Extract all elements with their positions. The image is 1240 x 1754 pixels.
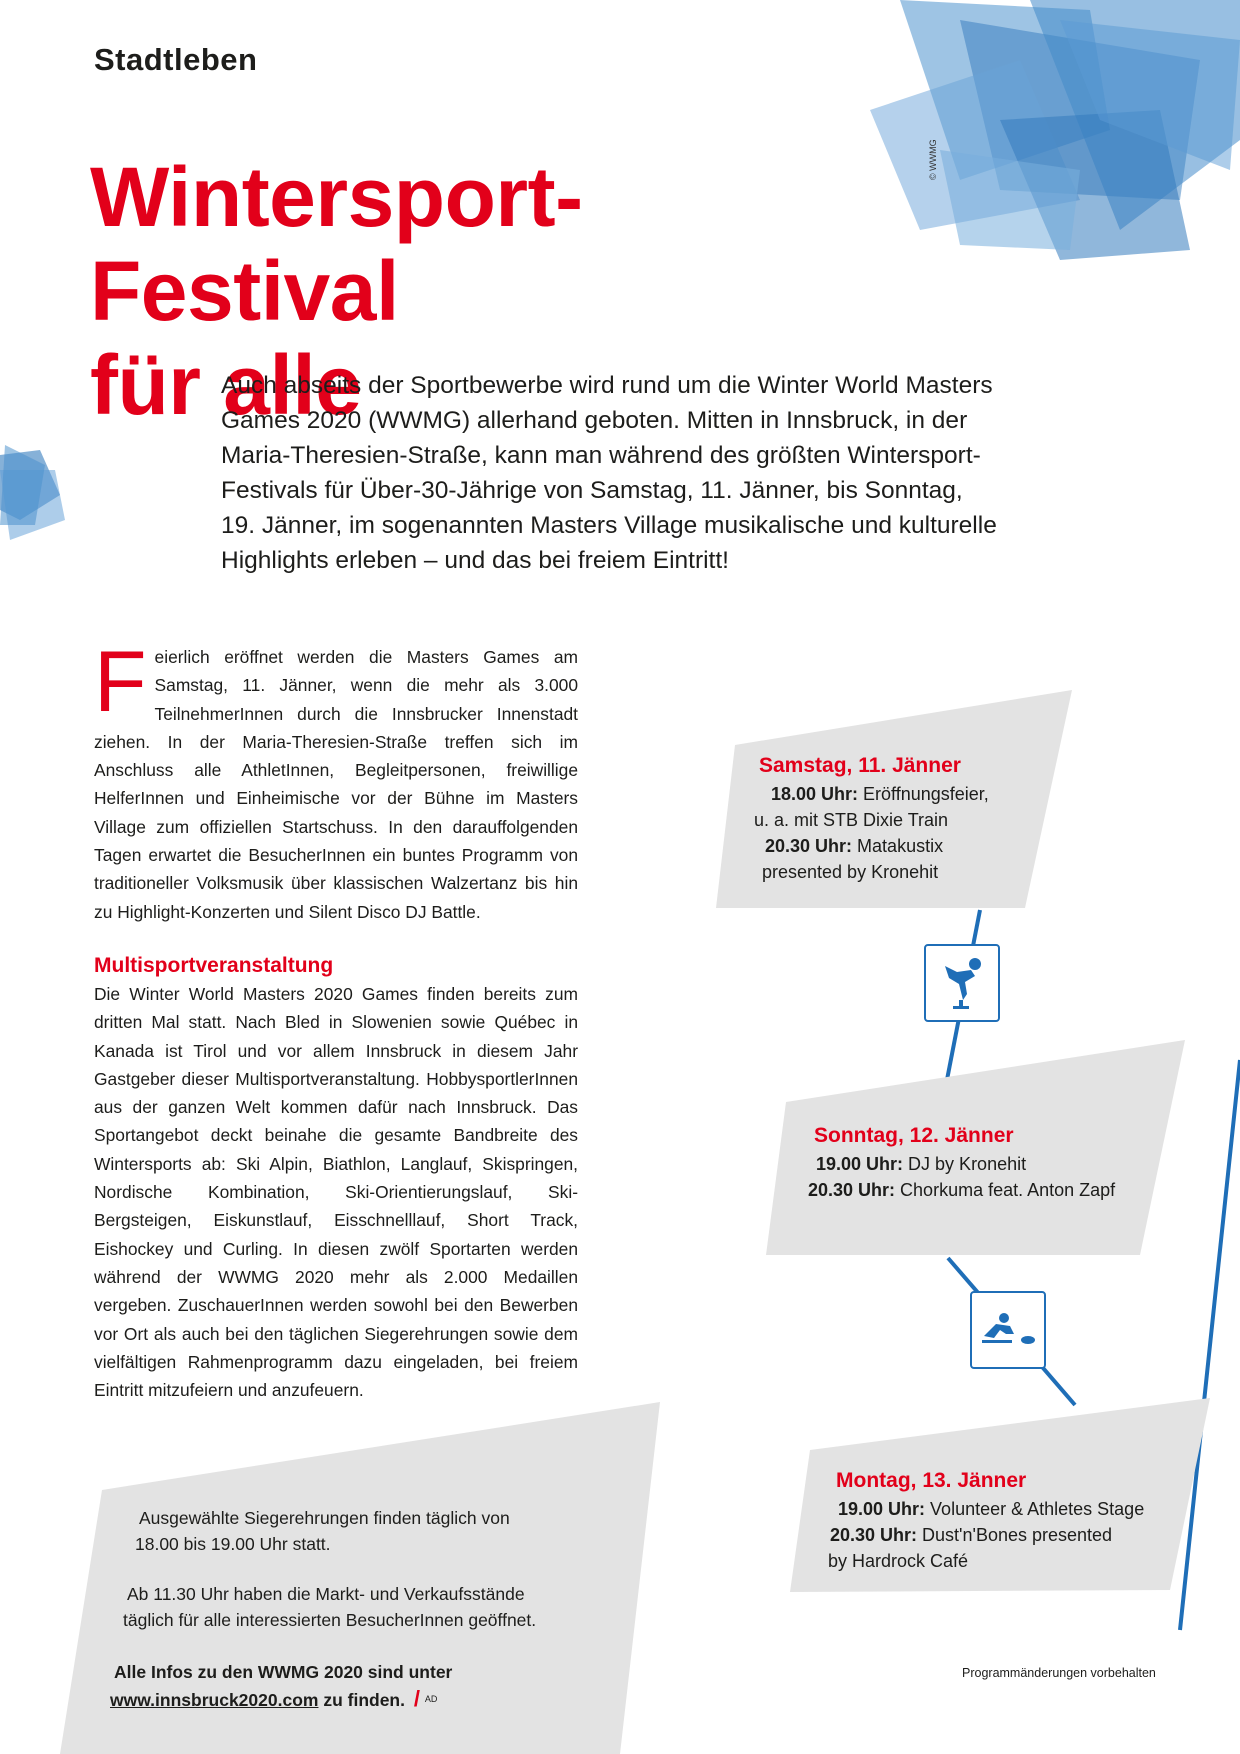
event-card-sunday (808, 1123, 1116, 1203)
top-star-decoration (870, 0, 1240, 260)
left-star-decoration (0, 445, 65, 540)
drop-cap: F (94, 634, 147, 730)
event-line: 20.30 Uhr: Chorkuma feat. Anton Zapf (808, 1180, 1116, 1200)
event-line: 19.00 Uhr: DJ by Kronehit (816, 1154, 1027, 1174)
footer-info-line: Alle Infos zu den WWMG 2020 sind unter (114, 1662, 453, 1682)
footer-line-3: Ab 11.30 Uhr haben die Markt- und Verkaufsstände (127, 1584, 525, 1604)
intro-line: Auch abseits der Sportbewerbe wird rund um die Winter World Masters (221, 372, 993, 399)
subheading: Multisportveranstaltung (94, 953, 334, 977)
intro-paragraph (221, 368, 1021, 578)
intro-line: Highlights erleben – und das bei freiem Eintritt! (221, 547, 729, 574)
figure-skating-icon (924, 944, 1000, 1022)
title-line-1: Wintersport-Festival (90, 150, 583, 338)
intro-line: 19. Jänner, im sogenannten Masters Village musikalische und kulturelle (221, 512, 997, 539)
event-line: 20.30 Uhr: Dust'n'Bones presented (830, 1525, 1113, 1545)
event-day: Samstag, 11. Jänner (759, 754, 961, 777)
event-line: 18.00 Uhr: Eröffnungsfeier, (771, 784, 989, 804)
program-note: Programmänderungen vorbehalten (962, 1666, 1156, 1680)
event-line: presented by Kronehit (762, 862, 939, 882)
paragraph-1 (94, 634, 578, 926)
curling-icon (970, 1291, 1046, 1369)
photo-credit: © WWMG (928, 139, 938, 180)
event-line: u. a. mit STB Dixie Train (754, 810, 949, 830)
paragraph-1-text: eierlich eröffnet werden die Masters Games am Samstag, 11. Jänner, wenn die mehr als 3.000 TeilnehmerInnen durch die Innsbrucker Innenstadt ziehen. In der Maria-Theresien-Straße treffen sich im Anschluss alle AthletInnen, Begleitpersonen, freiwillige HelferInnen und Einheimische vor der Bühne im Masters Village zum offiziellen Startschuss. In den darauffolgenden Tagen erwartet die BesucherInnen ein buntes Programm von traditioneller Volksmusik über klassischen Walzertanz bis hin zu Highlight-Konzerten und Silent Disco DJ Battle. (94, 647, 578, 922)
ad-marker: AD (424, 1694, 438, 1704)
footer-line-2: 18.00 bis 19.00 Uhr statt. (135, 1534, 331, 1554)
title-line-2: für alle (90, 338, 362, 432)
article-body (94, 634, 578, 1404)
event-line: 19.00 Uhr: Volunteer & Athletes Stage (838, 1499, 1145, 1519)
intro-line: Games 2020 (WWMG) allerhand geboten. Mitten in Innsbruck, in der (221, 407, 968, 434)
footer-info-link-line: www.innsbruck2020.com zu finden. / $^{AD}$ (110, 1686, 438, 1711)
intro-line: Festivals für Über-30-Jährige von Samstag, 11. Jänner, bis Sonntag, (221, 477, 963, 504)
paragraph-2: Die Winter World Masters 2020 Games finden bereits zum dritten Mal statt. Nach Bled in Slowenien sowie Québec in Kanada ist Tirol und vor allem Innsbruck in diesem Jahr Gastgeber dieser Multisportveranstaltung. HobbysportlerInnen aus der ganzen Welt kommen dafür nach Innsbruck. Das Sportangebot deckt beinahe die gesamte Bandbreite des Wintersports ab: Ski Alpin, Biathlon, Langlauf, Skispringen, Nordische Kombination, Ski-Orientierungslauf, Ski-Bergsteigen, Eiskunstlauf, Eisschnelllauf, Short Track, Eishockey und Curling. In diesen zwölf Sportarten werden während der WWMG 2020 mehr als 2.000 Medaillen vergeben. ZuschauerInnen werden sowohl bei den Bewerben vor Ort als auch bei den täglichen Siegerehrungen sowie dem vielfältigen Rahmenprogramm dazu eingeladen, bei freiem Eintritt mitzufeiern und anzufeuern. (94, 983, 578, 1401)
event-line: 20.30 Uhr: Matakustix (765, 836, 944, 856)
event-day: Sonntag, 12. Jänner (814, 1124, 1014, 1147)
section-label: Stadtleben (94, 42, 258, 77)
event-line: by Hardrock Café (828, 1551, 969, 1571)
intro-line: Maria-Theresien-Straße, kann man während des größten Wintersport- (221, 442, 981, 469)
event-day: Montag, 13. Jänner (836, 1469, 1027, 1492)
event-card-saturday (754, 753, 989, 885)
event-card-monday (828, 1468, 1145, 1574)
slash-logo-icon: / (413, 1686, 420, 1711)
footer-line-4: täglich für alle interessierten BesucherInnen geöffnet. (123, 1610, 537, 1630)
website-link[interactable]: www.innsbruck2020.com (110, 1690, 319, 1710)
footer-line-1: Ausgewählte Siegerehrungen finden täglich von (139, 1508, 510, 1528)
